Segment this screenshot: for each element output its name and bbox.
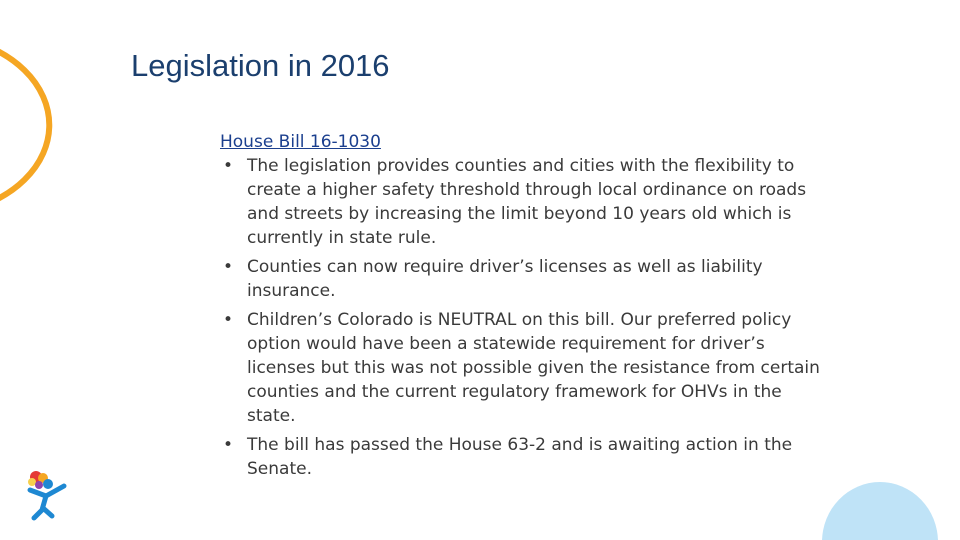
bullet-text: Children’s Colorado is NEUTRAL on this bill. Our preferred policy option would have been a statewide requirement for driver’s licenses but this was not possible given the resistance from certain counties and the current regulatory framework for OHVs in the state.	[247, 310, 820, 426]
bullet-list	[220, 154, 820, 481]
bullet-item	[220, 308, 820, 428]
bullet-icon: •	[223, 310, 234, 330]
bullet-item	[220, 154, 820, 250]
bill-link[interactable]: House Bill 16-1030	[220, 132, 381, 152]
bullet-icon: •	[223, 257, 234, 277]
bullet-item	[220, 255, 820, 303]
bullet-icon: •	[223, 435, 234, 455]
childrens-colorado-logo-icon	[22, 468, 72, 522]
bullet-item	[220, 433, 820, 481]
bullet-text: The bill has passed the House 63-2 and is awaiting action in the Senate.	[247, 435, 793, 479]
bullet-text: Counties can now require driver’s licenses as well as liability insurance.	[247, 257, 763, 301]
slide-title: Legislation in 2016	[131, 48, 390, 83]
bullet-text: The legislation provides counties and cities with the flexibility to create a higher safety threshold through local ordinance on roads and streets by increasing the limit beyond 10 years old which is currently in state rule.	[247, 156, 807, 248]
slide-content	[220, 130, 820, 481]
bullet-icon: •	[223, 156, 234, 176]
